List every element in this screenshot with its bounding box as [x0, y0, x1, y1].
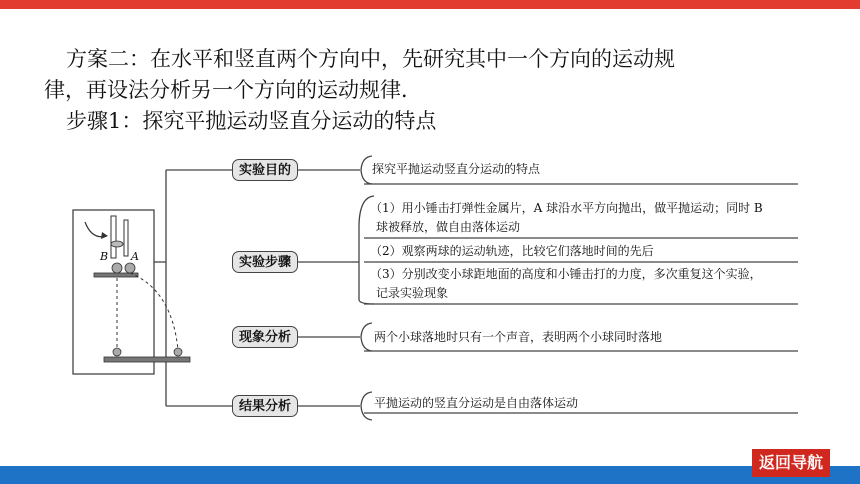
label-ball-a: A [131, 250, 139, 263]
phenomenon-text: 两个小球落地时只有一个声音，表明两个小球同时落地 [374, 330, 663, 344]
step-3-line-1: （3）分别改变小球距地面的高度和小锤击打的力度，多次重复这个实验， [370, 267, 762, 281]
step-heading: 步骤1：探究平抛运动竖直分运动的特点 [66, 109, 437, 133]
category-box-purpose: 实验目的 [232, 159, 298, 181]
step-1-line-2: 球被释放，做自由落体运动 [376, 220, 521, 234]
apparatus-illustration [73, 210, 190, 374]
bracket-purpose [361, 156, 372, 184]
step-1-line-1: （1）用小锤击打弹性金属片，A 球沿水平方向抛出，做平抛运动；同时 B [370, 201, 763, 215]
purpose-text: 探究平抛运动竖直分运动的特点 [372, 162, 541, 176]
result-text: 平抛运动的竖直分运动是自由落体运动 [374, 396, 579, 410]
bracket-result [361, 392, 372, 420]
paragraph-line-1: 方案二：在水平和竖直两个方向中，先研究其中一个方向的运动规 [66, 47, 675, 71]
step-3-line-2: 记录实验现象 [376, 286, 449, 300]
paragraph-line-2: 律，再设法分析另一个方向的运动规律． [44, 78, 422, 102]
category-box-phenomenon: 现象分析 [232, 326, 298, 348]
label-ball-b: B [100, 250, 109, 263]
bottom-accent-bar [0, 466, 860, 484]
category-box-result: 结果分析 [232, 395, 298, 417]
step-2-text: （2）观察两球的运动轨迹，比较它们落地时间的先后 [370, 244, 654, 258]
back-to-nav-button[interactable]: 返回导航 [752, 449, 830, 477]
category-box-steps: 实验步骤 [232, 251, 298, 273]
bracket-phenomenon [361, 323, 372, 351]
